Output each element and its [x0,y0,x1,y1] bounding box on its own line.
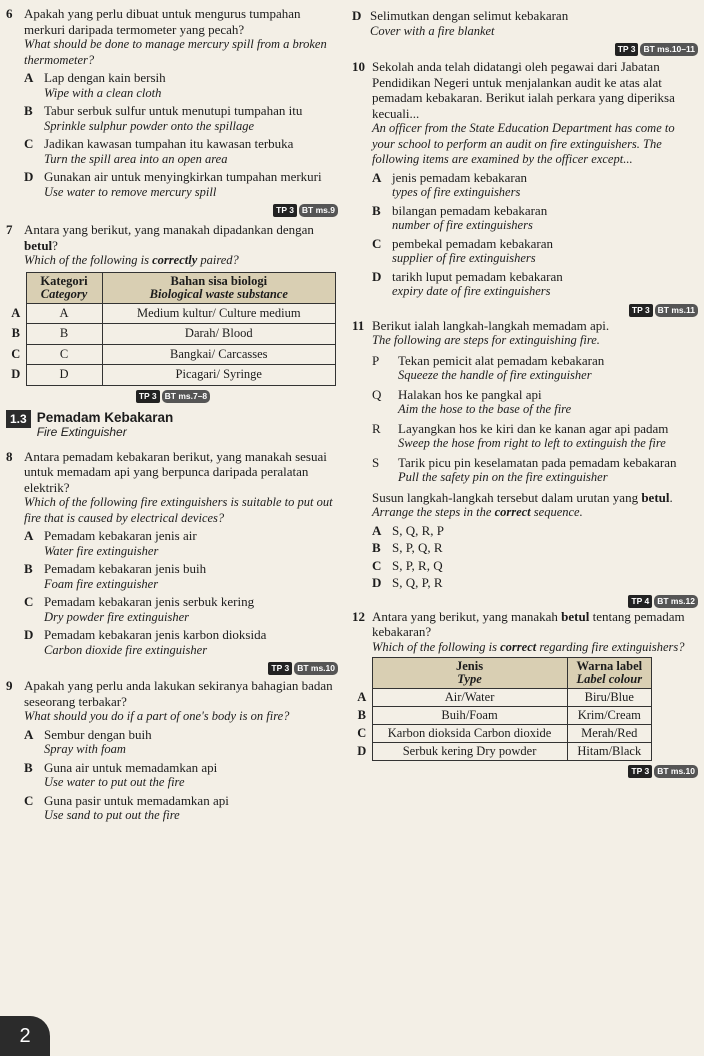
step-q: Q Halakan hos ke pangkal api Aim the hose to the base of the fire [372,386,572,416]
option-c[interactable]: C Jadikan kawasan tumpahan itu kawasan terbuka Turn the spill area into an open area [24,136,294,166]
biological-waste-table [6,272,336,386]
option-c[interactable]: C pembekal pemadam kebakaran supplier of fire extinguishers [372,235,553,265]
option-c[interactable]: C Pemadam kebakaran jenis serbuk kering Dry powder fire extinguisher [24,594,255,624]
table-row[interactable]: B Buih/Foam Krim/Cream [352,707,652,725]
bt-badge: BT ms.7–8 [162,390,211,403]
option-d[interactable]: D Selimutkan dengan selimut kebakaran Cover with a fire blanket [352,8,569,38]
question-text-en: What should be done to manage mercury spill from a broken thermometer? [24,37,327,67]
tp-tags [372,301,698,316]
table-row[interactable]: D D Picagari/ Syringe [6,365,336,386]
tp-badge: TP 3 [615,43,639,56]
question-number: 10 [352,59,365,74]
option-b[interactable]: B bilangan pemadam kebakaran number of fire extinguishers [372,202,548,232]
step-p: P Tekan pemicit alat pemadam kebakaran Squeeze the handle of fire extinguisher [372,352,605,382]
question-text-ms: Antara yang berikut, yang manakah dipadankan dengan betul? [24,222,314,253]
tp-badge: TP 4 [628,595,652,608]
question-11 [352,318,698,607]
tp-badge: TP 3 [136,390,160,403]
instruction-en: Arrange the steps in the correct sequence. [372,505,583,519]
category-header: Kategori Category [26,272,102,303]
question-text-ms: Antara yang berikut, yang manakah betul tentang pemadam kebakaran? [372,608,685,639]
question-text-en: Which of the following is correctly paired? [24,253,239,267]
option-d[interactable]: D Pemadam kebakaran jenis karbon dioksida Carbon dioxide fire extinguisher [24,627,267,657]
section-title: Pemadam Kebakaran [36,409,174,425]
question-number: 12 [352,608,365,624]
option-a[interactable]: A S, Q, R, P [372,522,445,538]
table-row[interactable]: D Serbuk kering Dry powder Hitam/Black [352,743,652,761]
table-row[interactable]: C Karbon dioksida Carbon dioxide Merah/Red [352,725,652,743]
tp-badge: TP 3 [629,304,653,317]
left-column [6,6,338,824]
bt-badge: BT ms.11 [655,304,698,317]
biological-waste-header: Bahan sisa biologi Biological waste substance [102,272,335,303]
option-b[interactable]: B Guna air untuk memadamkan api Use water to put out the fire [24,759,218,789]
section-subtitle: Fire Extinguisher [36,424,127,439]
option-c[interactable]: C Guna pasir untuk memadamkan api Use sand to put out the fire [24,792,229,822]
option-c[interactable]: C S, P, R, Q [372,557,443,573]
question-10 [352,59,698,316]
question-number: 9 [6,678,13,693]
bt-badge: BT ms.12 [654,595,698,608]
question-6 [6,6,338,216]
bt-badge: BT ms.10 [294,662,338,675]
tp-badge: TP 3 [268,662,292,675]
tp-badge: TP 3 [273,204,297,217]
question-12 [352,609,698,778]
step-s: S Tarik picu pin keselamatan pada pemadam kebakaran Pull the safety pin on the fire extinguisher [372,454,677,484]
table-row[interactable]: A A Medium kultur/ Culture medium [6,303,336,324]
extinguisher-label-table [352,657,652,761]
question-number: 8 [6,448,13,464]
bt-badge: BT ms.10–11 [640,43,698,56]
option-d[interactable]: D Gunakan air untuk menyingkirkan tumpahan merkuri Use water to remove mercury spill [24,169,322,199]
question-9 [6,678,338,824]
question-text-en: Which of the following fire extinguishers is suitable to put out fire that is caused by electrical devices? [24,495,333,525]
tp-tags [6,387,338,402]
option-a[interactable]: A Pemadam kebakaran jenis air Water fire extinguisher [24,528,197,558]
section-header [6,410,338,439]
option-a[interactable]: A Sembur dengan buih Spray with foam [24,726,152,756]
option-b[interactable]: B Pemadam kebakaran jenis buih Foam fire extinguisher [24,561,207,591]
question-text-ms: Apakah yang perlu anda lakukan sekiranya bahagian badan seseorang terbakar? [24,678,333,709]
question-9-option-d [352,8,698,55]
question-text-en: What should you do if a part of one's body is on fire? [24,709,290,723]
option-a[interactable]: A Lap dengan kain bersih Wipe with a clean cloth [24,70,166,100]
tp-tags [352,40,698,55]
section-number: 1.3 [6,410,31,428]
type-header: Jenis Type [372,658,567,689]
question-text-ms: Antara pemadam kebakaran berikut, yang manakah sesuai untuk memadam api yang berpunca daripada peralatan elektrik? [24,448,327,495]
option-b[interactable]: B Tabur serbuk sulfur untuk menutupi tumpahan itu Sprinkle sulphur powder onto the spillage [24,103,303,133]
table-row[interactable]: B B Darah/ Blood [6,324,336,345]
question-text-en: An officer from the State Education Department has come to your school to perform an audit on fire extinguishers. The following items are examined by the officer except... [372,121,675,166]
question-number: 6 [6,6,13,21]
question-text-ms: Berikut ialah langkah-langkah memadam api. [372,317,610,333]
tp-badge: TP 3 [628,765,652,778]
option-b[interactable]: B S, P, Q, R [372,540,443,555]
tp-tags [24,201,338,216]
step-r: R Layangkan hos ke kiri dan ke kanan agar api padam Sweep the hose from right to left to extinguish the fire [372,420,669,450]
steps-list [372,353,698,486]
tp-tags [372,592,698,607]
page-number: 2 [0,1016,50,1056]
right-column [352,6,698,777]
tp-tags [24,659,338,674]
instruction-ms: Susun langkah-langkah tersebut dalam urutan yang betul. [372,489,673,505]
bt-badge: BT ms.10 [654,765,698,778]
tp-tags [352,762,698,777]
question-8 [6,449,338,675]
question-number: 11 [352,317,365,333]
bt-badge: BT ms.9 [299,204,338,217]
question-text-en: Which of the following is correct regarding fire extinguishers? [372,639,685,654]
question-text-ms: Apakah yang perlu dibuat untuk mengurus tumpahan merkuri daripada termometer yang pecah? [24,6,301,37]
option-a[interactable]: A jenis pemadam kebakaran types of fire extinguishers [372,169,527,199]
question-text-ms: Sekolah anda telah didatangi oleh pegawai dari Jabatan Pendidikan Negeri untuk menjalankan audit ke atas alat pemadam kebakaran. Berikut ialah perkara yang diperiksa kecuali... [372,59,675,121]
question-number: 7 [6,222,13,237]
question-text-en: The following are steps for extinguishing fire. [372,333,600,347]
table-row[interactable]: C C Bangkai/ Carcasses [6,344,336,365]
option-d[interactable]: D tarikh luput pemadam kebakaran expiry date of fire extinguishers [372,268,563,298]
label-colour-header: Warna label Label colour [567,658,651,689]
table-row[interactable]: A Air/Water Biru/Blue [352,689,652,707]
question-7 [6,222,338,402]
option-d[interactable]: D S, Q, P, R [372,575,443,590]
